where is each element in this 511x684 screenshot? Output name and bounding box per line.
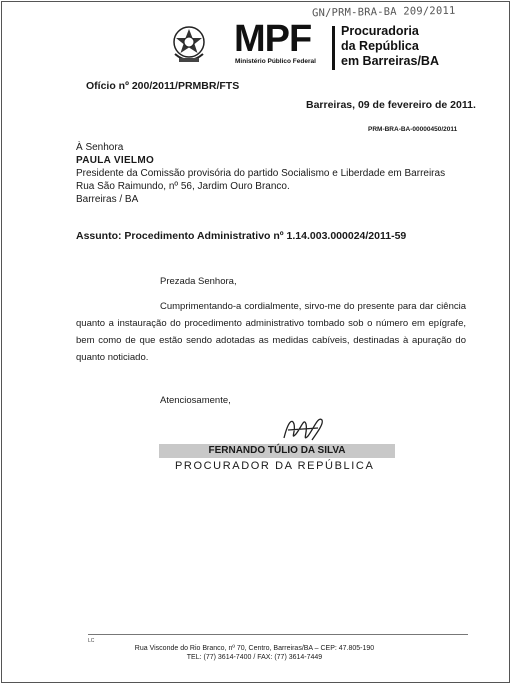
- footer-divider: [88, 634, 468, 635]
- org-line-1: Procuradoria: [341, 24, 419, 38]
- oficio-number: Ofício nº 200/2011/PRMBR/FTS: [86, 80, 240, 92]
- handwritten-protocol-note: GN/PRM-BRA-BA 209/2011: [311, 4, 456, 20]
- footer-lc: LC: [88, 638, 95, 644]
- recipient-block: [76, 141, 445, 206]
- recipient-city: Barreiras / BA: [76, 194, 139, 205]
- recipient-salutation: À Senhora: [76, 142, 124, 153]
- org-line-3: em Barreiras/BA: [341, 54, 439, 68]
- handwritten-signature: [278, 412, 328, 448]
- greeting: Prezada Senhora,: [160, 276, 237, 287]
- footer-phone: TEL: (77) 3614-7400 / FAX: (77) 3614-7449: [186, 654, 323, 661]
- organization-name: [341, 24, 439, 69]
- closing: Atenciosamente,: [160, 395, 231, 406]
- body-paragraph: Cumprimentando-a cordialmente, sirvo-me do presente para dar ciência quanto a instauração do procedimento administrativo tombado sob o número em epígrafe, bem como de que estão sendo adotadas as medidas cabíveis, destinadas à apuração do quanto noticiado.: [76, 301, 466, 363]
- subject-line: Assunto: Procedimento Administrativo nº 1.14.003.000024/2011-59: [76, 230, 407, 242]
- signer-name: FERNANDO TÚLIO DA SILVA: [208, 445, 346, 456]
- footer-address: Rua Visconde do Rio Branco, nº 70, Centro, Barreiras/BA – CEP: 47.805-190: [134, 645, 375, 652]
- logo-subtitle: Ministério Público Federal: [235, 58, 316, 65]
- letter-date: Barreiras, 09 de fevereiro de 2011.: [306, 99, 476, 111]
- reference-code: PRM-BRA-BA-00000450/2011: [368, 126, 458, 133]
- signer-name-box: [159, 444, 395, 458]
- mpf-logo: MPF: [234, 18, 312, 60]
- org-line-2: da República: [341, 39, 419, 53]
- coat-of-arms-icon: [170, 24, 208, 66]
- recipient-name: PAULA VIELMO: [76, 155, 155, 166]
- logo-divider: [332, 26, 335, 70]
- recipient-street: Rua São Raimundo, nº 56, Jardim Ouro Branco.: [76, 181, 290, 192]
- signer-role: PROCURADOR DA REPÚBLICA: [175, 460, 375, 472]
- recipient-title: Presidente da Comissão provisória do partido Socialismo e Liberdade em Barreiras: [76, 168, 446, 179]
